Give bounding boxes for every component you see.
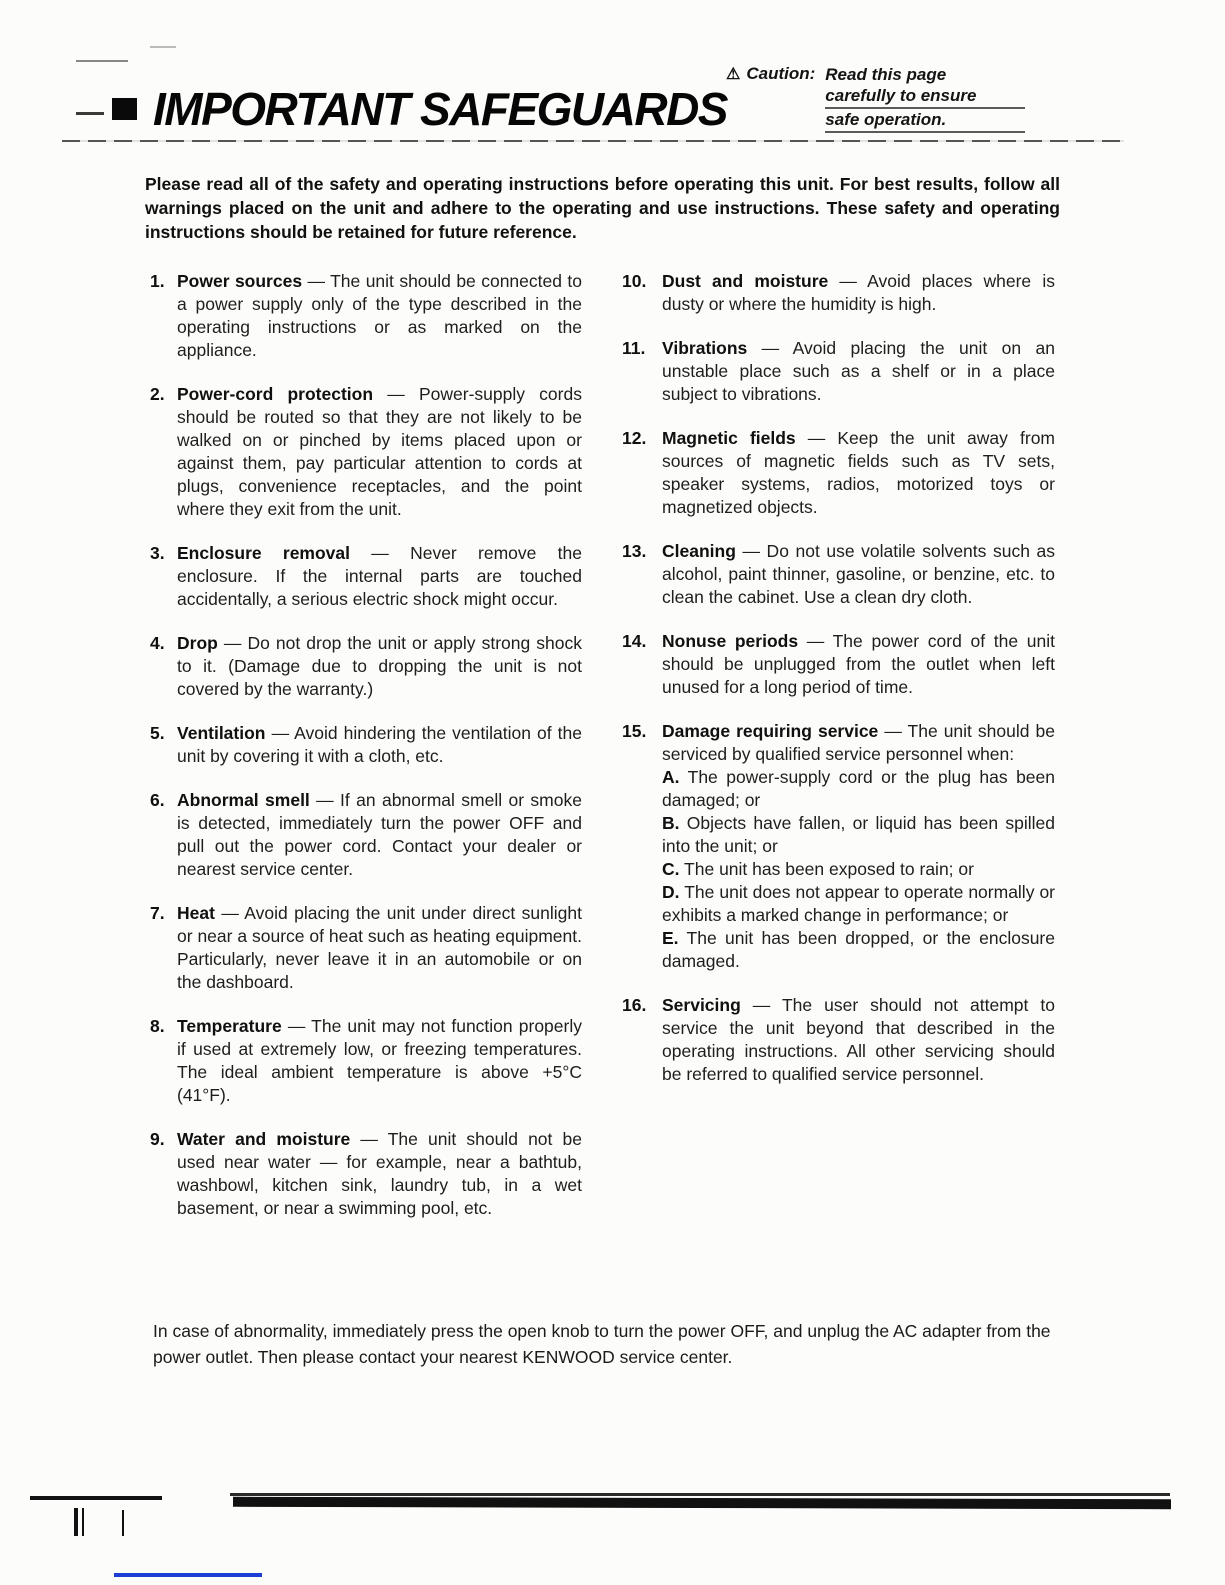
item-title: Damage requiring service	[662, 721, 879, 741]
scan-artifact-tick	[122, 1510, 124, 1536]
item-text	[662, 994, 1055, 1086]
scan-artifact-bottom-thin-line	[230, 1493, 1170, 1496]
caution-note	[726, 64, 1025, 133]
page-title: IMPORTANT SAFEGUARDS	[153, 83, 727, 135]
item-title: Cleaning	[662, 541, 736, 561]
item-number: 5.	[150, 723, 165, 743]
item-description: — Avoid placing the unit under direct sunlight or near a source of heat such as heating equipment. Particularly, never leave it in an automobile or on the dashboard.	[177, 903, 582, 992]
caution-label	[726, 64, 815, 133]
item-number: 6.	[150, 790, 165, 810]
item-title: Power sources	[177, 271, 303, 291]
item-text	[662, 270, 1055, 316]
item-description: — The unit should not be used near water — for example, near a bathtub, washbowl, kitchen sink, laundry tub, in a wet basement, or near a swimming pool, etc.	[177, 1129, 582, 1218]
subitem-a	[662, 766, 1055, 812]
scan-artifact-bottom-bar	[233, 1497, 1171, 1509]
item-title: Vibrations	[662, 338, 748, 358]
scan-artifact-top-speckle	[150, 46, 176, 48]
item-number: 3.	[150, 543, 165, 563]
safeguards-list	[150, 270, 1055, 1241]
item-title: Nonuse periods	[662, 631, 799, 651]
right-column	[622, 270, 1055, 1241]
subitem-text: The power-supply cord or the plug has been damaged; or	[662, 767, 1056, 810]
caution-line: carefully to ensure	[825, 85, 1025, 109]
item-number: 8.	[150, 1016, 165, 1036]
item-title: Dust and moisture	[662, 271, 829, 291]
safeguard-item-1	[150, 270, 582, 362]
subitem-e	[662, 927, 1055, 973]
safeguard-item-12	[622, 427, 1055, 519]
item-text	[662, 427, 1055, 519]
item-text	[177, 1015, 582, 1107]
item-number: 9.	[150, 1129, 165, 1149]
item-title: Servicing	[662, 995, 741, 1015]
caution-label-text: Caution:	[746, 64, 816, 83]
item-description: — The unit may not function properly if used at extremely low, or freezing temperatures. The ideal ambient temperature is above +5°C (41°F).	[177, 1016, 582, 1105]
item-description: — The user should not attempt to service the unit beyond that described in the operating instructions. All other servicing should be referred to qualified service personnel.	[662, 995, 1055, 1084]
item-number: 4.	[150, 633, 165, 653]
safeguard-item-9	[150, 1128, 582, 1220]
item-description: — Never remove the enclosure. If the internal parts are touched accidentally, a serious electric shock might occur.	[177, 543, 582, 609]
safeguard-item-11	[622, 337, 1055, 406]
subitem-b	[662, 812, 1055, 858]
safeguard-item-8	[150, 1015, 582, 1107]
subitem-text: Objects have fallen, or liquid has been spilled into the unit; or	[662, 813, 1055, 856]
scan-artifact-tick	[74, 1508, 78, 1536]
item-text	[177, 632, 582, 701]
item-title: Enclosure removal	[177, 543, 351, 563]
subitem-text: The unit does not appear to operate normally or exhibits a marked change in performance; or	[662, 882, 1056, 925]
intro-paragraph: Please read all of the safety and operating instructions before operating this unit. For best results, follow all warnings placed on the unit and adhere to the operating and use instructions. These safety and operating instructions should be retained for future reference.	[145, 174, 1060, 242]
item-number: 2.	[150, 384, 165, 404]
item-text	[177, 722, 582, 768]
item-number: 14.	[622, 631, 647, 651]
item-number: 1.	[150, 271, 165, 291]
item-number: 12.	[622, 428, 647, 448]
subitem-label: A.	[662, 767, 680, 787]
item-description: — Avoid places where is dusty or where the humidity is high.	[662, 271, 1055, 314]
square-bullet-icon	[112, 98, 137, 120]
abnormality-note: In case of abnormality, immediately press the open knob to turn the power OFF, and unplug the AC adapter from the power outlet. Then please contact your nearest KENWOOD service center.	[153, 1321, 1051, 1367]
item-description: — If an abnormal smell or smoke is detected, immediately turn the power OFF and pull out the power cord. Contact your dealer or nearest service center.	[177, 790, 582, 879]
safeguard-item-5	[150, 722, 582, 768]
safeguard-item-3	[150, 542, 582, 611]
subitem-c	[662, 858, 1055, 881]
safeguard-item-10	[622, 270, 1055, 316]
item-title: Power-cord protection	[177, 384, 374, 404]
item-title: Magnetic fields	[662, 428, 796, 448]
safeguard-item-15	[622, 720, 1055, 973]
subitem-d	[662, 881, 1055, 927]
safeguard-item-4	[150, 632, 582, 701]
item-text	[662, 630, 1055, 699]
scan-artifact-tick	[82, 1508, 84, 1536]
subitem-label: E.	[662, 928, 679, 948]
safeguard-item-16	[622, 994, 1055, 1086]
page-header	[112, 84, 727, 135]
item-description: — Avoid hindering the ventilation of the unit by covering it with a cloth, etc.	[177, 723, 582, 766]
scan-artifact-blue-line	[114, 1573, 262, 1577]
item-text	[177, 1128, 582, 1220]
safeguard-item-13	[622, 540, 1055, 609]
item-text	[177, 270, 582, 362]
subitem-label: C.	[662, 859, 680, 879]
header-divider	[62, 140, 1124, 142]
item-number: 7.	[150, 903, 165, 923]
scan-artifact-top-dash	[76, 60, 128, 62]
item-title: Water and moisture	[177, 1129, 351, 1149]
item-title: Drop	[177, 633, 218, 653]
item-number: 13.	[622, 541, 647, 561]
item-number: 15.	[622, 721, 647, 741]
item-description: — Keep the unit away from sources of magnetic fields such as TV sets, speaker systems, radios, motorized toys or magnetized objects.	[662, 428, 1056, 517]
left-column	[150, 270, 582, 1241]
item-description: — Do not use volatile solvents such as alcohol, paint thinner, gasoline, or benzine, etc. to clean the cabinet. Use a clean dry cloth.	[662, 541, 1055, 607]
safeguard-item-2	[150, 383, 582, 521]
item-text	[177, 902, 582, 994]
item-title: Abnormal smell	[177, 790, 310, 810]
item-text	[177, 383, 582, 521]
warning-triangle-icon: ⚠	[726, 66, 741, 83]
item-title: Heat	[177, 903, 215, 923]
subitem-text: The unit has been exposed to rain; or	[684, 859, 974, 879]
item-text	[662, 540, 1055, 609]
item-text	[177, 542, 582, 611]
item-description: — Power-supply cords should be routed so that they are not likely to be walked on or pinched by items placed upon or against them, pay particular attention to cords at plugs, convenience receptacles, and the point where they exit from the unit.	[177, 384, 582, 519]
item-description: — The unit should be connected to a power supply only of the type described in the operating instructions or as marked on the appliance.	[177, 271, 582, 360]
item-number: 10.	[622, 271, 647, 291]
safeguard-item-7	[150, 902, 582, 994]
caution-line: Read this page	[825, 65, 947, 84]
item-text	[177, 789, 582, 881]
scan-artifact-title-dash	[76, 112, 104, 115]
safeguard-item-14	[622, 630, 1055, 699]
item-description: — The unit should be serviced by qualified service personnel when:	[662, 721, 1055, 764]
item-title: Ventilation	[177, 723, 266, 743]
item-description: — The power cord of the unit should be unplugged from the outlet when left unused for a long period of time.	[662, 631, 1055, 697]
safeguard-item-6	[150, 789, 582, 881]
item-text	[662, 337, 1055, 406]
item-title: Temperature	[177, 1016, 282, 1036]
item-description: — Avoid placing the unit on an unstable place such as a shelf or in a place subject to vibrations.	[662, 338, 1055, 404]
item-number: 16.	[622, 995, 647, 1015]
scan-artifact-bottom-left-line	[30, 1496, 162, 1500]
subitem-label: B.	[662, 813, 680, 833]
caution-text	[825, 64, 1025, 133]
caution-line: safe operation.	[825, 109, 1025, 133]
item-number: 11.	[622, 338, 646, 358]
subitem-label: D.	[662, 882, 680, 902]
subitem-text: The unit has been dropped, or the enclosure damaged.	[662, 928, 1055, 971]
item-text	[662, 720, 1055, 973]
item-description: — Do not drop the unit or apply strong shock to it. (Damage due to dropping the unit is not covered by the warranty.)	[177, 633, 582, 699]
